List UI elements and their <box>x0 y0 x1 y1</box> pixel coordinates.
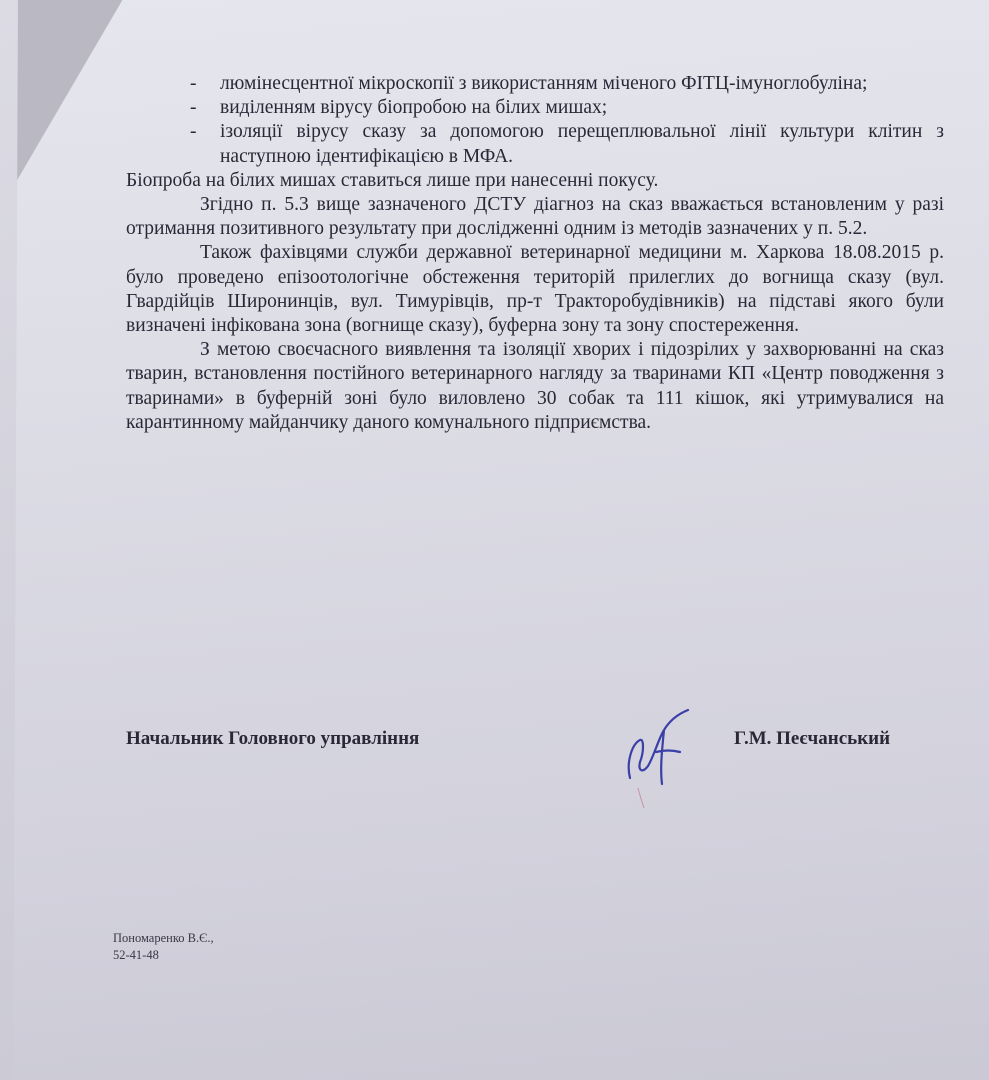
list-item <box>126 72 944 96</box>
signatory-name: Г.М. Пеєчанський <box>734 728 891 749</box>
paragraph-bioproba: Біопроба на білих мишах ставиться лише при нанесенні покусу. <box>126 169 659 191</box>
list-item-text: виділенням вірусу біопробою на білих мишах; <box>220 97 608 119</box>
list-item-text: люмінесцентної мікроскопії з використанням міченого ФІТЦ-імуноглобуліна; <box>220 73 868 94</box>
method-list <box>126 72 944 169</box>
handwritten-signature <box>618 700 698 810</box>
list-item <box>126 120 944 168</box>
signatory-title: Начальник Головного управління <box>126 728 420 749</box>
executor-info <box>113 930 214 964</box>
paragraph-survey: Також фахівцями служби державної ветеринарної медицини м. Харкова 18.08.2015 р. було проведено епізоотологічне обстеження територій прилеглих до вогнища сказу (вул. Гвардійців Широнинців, вул. Тимурівців, пр-т Тракторобудівників) на підставі якого були визначені інфікована зона (вогнище сказу), буферна зону та зону спостереження. <box>126 242 944 337</box>
paragraph-dstu: Згідно п. 5.3 вище зазначеного ДСТУ діагноз на сказ вважається встановленим у разі отримання позитивного результату при дослідженні одним із методів зазначених у п. 5.2. <box>126 194 944 240</box>
list-item-text: ізоляції вірусу сказу за допомогою перещеплювальної лінії культури клітин з наступною ідентифікацією в МФА. <box>220 121 944 167</box>
paragraph-capture: З метою своєчасного виявлення та ізоляції хворих і підозрілих у захворюванні на сказ тварин, встановлення постійного ветеринарного нагляду за тваринами КП «Центр поводження з тваринами» в буферній зоні було виловлено 30 собак та 111 кішок, які утримувалися на карантинному майданчику даного комунального підприємства. <box>126 339 944 433</box>
signature-block <box>126 728 944 768</box>
folded-corner <box>17 0 128 180</box>
list-dash: - <box>190 97 197 119</box>
list-item <box>126 96 944 120</box>
list-dash: - <box>190 121 197 143</box>
executor-name: Пономаренко В.Є., <box>113 931 214 945</box>
list-dash: - <box>190 73 197 94</box>
document-body <box>126 72 944 435</box>
executor-phone: 52-41-48 <box>113 948 159 962</box>
